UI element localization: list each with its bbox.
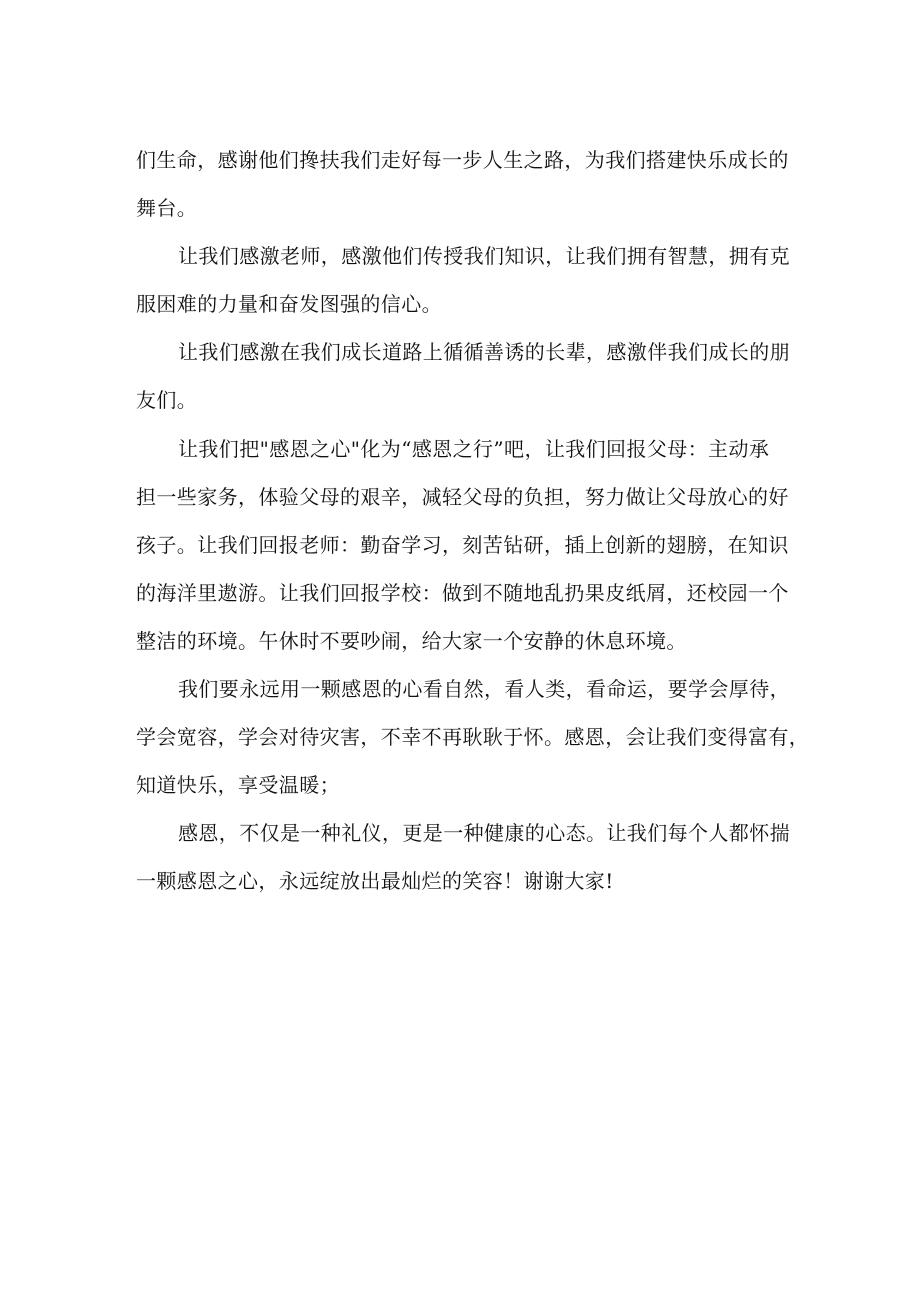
paragraph-line: 整洁的环境。午休时不要吵闹，给大家一个安静的休息环境。: [136, 629, 687, 653]
paragraph-line: 服困难的力量和奋发图强的信心。: [136, 292, 442, 316]
paragraph-line: 让我们把"感恩之心"化为“感恩之行”吧，让我们回报父母：主动承: [178, 437, 770, 461]
paragraph-line: 让我们感激老师，感激他们传授我们知识，让我们拥有智慧，拥有克: [178, 244, 790, 268]
paragraph-line: 让我们感激在我们成长道路上循循善诱的长辈，感激伴我们成长的朋: [178, 340, 790, 364]
paragraph-line: 一颗感恩之心，永远绽放出最灿烂的笑容！谢谢大家!: [136, 869, 614, 893]
paragraph-line: 担一些家务，体验父母的艰辛，减轻父母的负担，努力做让父母放心的好: [136, 485, 789, 509]
paragraph-line: 知道快乐，享受温暖；: [136, 773, 340, 797]
paragraph-line: 友们。: [136, 388, 198, 412]
paragraph-line: 孩子。让我们回报老师：勤奋学习，刻苦钻研，插上创新的翅膀，在知识: [136, 533, 789, 557]
paragraph-line: 感恩，不仅是一种礼仪，更是一种健康的心态。让我们每个人都怀揣: [178, 821, 790, 845]
paragraph-line: 的海洋里遨游。让我们回报学校：做到不随地乱扔果皮纸屑，还校园一个: [136, 581, 789, 605]
paragraph-line: 学会宽容，学会对待灾害，不幸不再耿耿于怀。感恩，会让我们变得富有，: [136, 725, 810, 749]
paragraph-line: 们生命，感谢他们搀扶我们走好每一步人生之路，为我们搭建快乐成长的: [136, 148, 789, 172]
paragraph-line: 舞台。: [136, 196, 198, 220]
paragraph-line: 我们要永远用一颗感恩的心看自然，看人类，看命运，要学会厚待，: [178, 677, 790, 701]
